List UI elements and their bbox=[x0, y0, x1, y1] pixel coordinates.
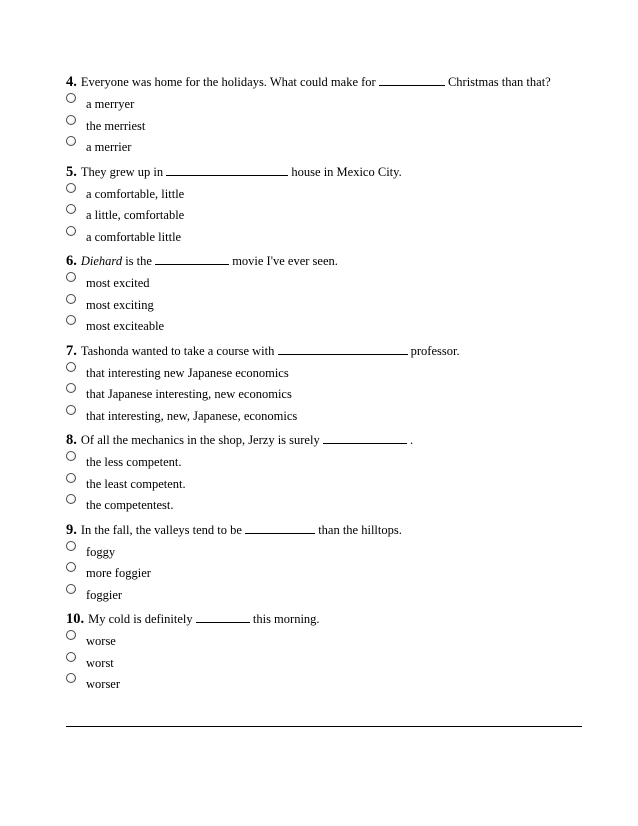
answer-option[interactable] bbox=[66, 223, 582, 245]
radio-button-icon[interactable] bbox=[66, 652, 76, 662]
question-number: 5. bbox=[66, 163, 77, 180]
answer-blank bbox=[245, 522, 315, 534]
radio-button-icon[interactable] bbox=[66, 473, 76, 483]
question-stem-end: . bbox=[409, 433, 414, 447]
question-text bbox=[66, 343, 582, 359]
radio-button-icon[interactable] bbox=[66, 494, 76, 504]
answer-option[interactable] bbox=[66, 470, 582, 492]
answer-option[interactable] bbox=[66, 90, 582, 112]
option-label: a little, comfortable bbox=[86, 208, 185, 222]
question-number: 4. bbox=[66, 74, 77, 90]
option-label: worser bbox=[86, 677, 121, 691]
radio-button-icon[interactable] bbox=[66, 630, 76, 640]
question-text bbox=[66, 522, 582, 538]
option-label: a comfortable, little bbox=[86, 186, 185, 201]
question-stem-end: this morning. bbox=[252, 612, 320, 626]
answer-blank bbox=[196, 611, 250, 623]
answer-blank bbox=[379, 74, 445, 86]
radio-button-icon[interactable] bbox=[66, 115, 76, 125]
radio-button-icon[interactable] bbox=[66, 294, 76, 304]
question-5 bbox=[66, 522, 582, 612]
answer-option[interactable] bbox=[66, 559, 582, 581]
option-label: that Japanese interesting, new economics bbox=[86, 387, 292, 401]
question-stem-end: Christmas than that? bbox=[447, 75, 551, 89]
option-label: that interesting new Japanese economics bbox=[86, 365, 289, 380]
question-text bbox=[66, 164, 582, 180]
question-stem: In the fall, the valleys tend to be bbox=[80, 522, 242, 537]
radio-button-icon[interactable] bbox=[66, 272, 76, 282]
question-stem: is the bbox=[125, 254, 152, 268]
radio-button-icon[interactable] bbox=[66, 451, 76, 461]
answer-blank bbox=[155, 253, 229, 265]
question-3 bbox=[66, 343, 582, 433]
question-stem-end: professor. bbox=[410, 343, 460, 358]
question-number: 7. bbox=[66, 342, 77, 359]
question-stem: Of all the mechanics in the shop, Jerzy is surely bbox=[80, 433, 320, 447]
question-6 bbox=[66, 611, 582, 692]
answer-option[interactable] bbox=[66, 180, 582, 202]
option-label: most excited bbox=[86, 276, 150, 290]
radio-button-icon[interactable] bbox=[66, 673, 76, 683]
radio-button-icon[interactable] bbox=[66, 136, 76, 146]
option-label: worse bbox=[86, 634, 116, 648]
option-label: a merryer bbox=[86, 97, 135, 111]
answer-option[interactable] bbox=[66, 269, 582, 291]
radio-button-icon[interactable] bbox=[66, 562, 76, 572]
answer-option[interactable] bbox=[66, 133, 582, 155]
question-text bbox=[66, 253, 582, 269]
question-stem: Tashonda wanted to take a course with bbox=[80, 343, 275, 358]
question-4 bbox=[66, 432, 582, 522]
bottom-divider bbox=[66, 726, 582, 727]
answer-option[interactable] bbox=[66, 649, 582, 671]
question-title-italic: Diehard bbox=[80, 254, 123, 268]
radio-button-icon[interactable] bbox=[66, 362, 76, 372]
answer-blank bbox=[323, 432, 407, 444]
question-number: 10. bbox=[66, 611, 85, 627]
option-label: most exciting bbox=[86, 297, 154, 312]
option-label: worst bbox=[86, 655, 114, 670]
radio-button-icon[interactable] bbox=[66, 204, 76, 214]
option-label: the less competent. bbox=[86, 455, 182, 469]
answer-blank bbox=[278, 343, 408, 355]
question-stem-end: than the hilltops. bbox=[318, 522, 402, 537]
question-stem-end: movie I've ever seen. bbox=[232, 254, 338, 268]
radio-button-icon[interactable] bbox=[66, 315, 76, 325]
question-text bbox=[66, 74, 582, 90]
radio-button-icon[interactable] bbox=[66, 226, 76, 236]
answer-option[interactable] bbox=[66, 112, 582, 134]
answer-option[interactable] bbox=[66, 448, 582, 470]
question-1 bbox=[66, 164, 582, 254]
quiz-container bbox=[66, 74, 582, 692]
option-label: the merriest bbox=[86, 118, 146, 133]
answer-option[interactable] bbox=[66, 312, 582, 334]
radio-button-icon[interactable] bbox=[66, 383, 76, 393]
question-number: 6. bbox=[66, 253, 77, 269]
question-number: 8. bbox=[66, 432, 77, 448]
question-stem: Everyone was home for the holidays. What could make for bbox=[80, 75, 376, 89]
answer-option[interactable] bbox=[66, 359, 582, 381]
option-label: a merrier bbox=[86, 140, 132, 154]
question-stem-end: house in Mexico City. bbox=[291, 164, 402, 179]
question-2 bbox=[66, 253, 582, 343]
option-label: foggier bbox=[86, 587, 123, 602]
answer-option[interactable] bbox=[66, 291, 582, 313]
answer-blank bbox=[166, 164, 288, 176]
question-stem: My cold is definitely bbox=[88, 612, 193, 626]
radio-button-icon[interactable] bbox=[66, 93, 76, 103]
radio-button-icon[interactable] bbox=[66, 584, 76, 594]
question-text bbox=[66, 432, 582, 448]
option-label: foggy bbox=[86, 544, 116, 559]
option-label: most exciteable bbox=[86, 319, 165, 333]
radio-button-icon[interactable] bbox=[66, 541, 76, 551]
option-label: the least competent. bbox=[86, 476, 186, 491]
option-label: a comfortable little bbox=[86, 229, 182, 244]
question-0 bbox=[66, 74, 582, 164]
answer-option[interactable] bbox=[66, 201, 582, 223]
answer-option[interactable] bbox=[66, 627, 582, 649]
answer-option[interactable] bbox=[66, 402, 582, 424]
question-stem: They grew up in bbox=[80, 164, 164, 179]
radio-button-icon[interactable] bbox=[66, 183, 76, 193]
answer-option[interactable] bbox=[66, 581, 582, 603]
answer-option[interactable] bbox=[66, 670, 582, 692]
option-label: the competentest. bbox=[86, 498, 174, 512]
answer-option[interactable] bbox=[66, 538, 582, 560]
question-text bbox=[66, 611, 582, 627]
radio-button-icon[interactable] bbox=[66, 405, 76, 415]
question-number: 9. bbox=[66, 521, 77, 538]
answer-option[interactable] bbox=[66, 491, 582, 513]
option-label: more foggier bbox=[86, 566, 151, 580]
option-label: that interesting, new, Japanese, economics bbox=[86, 408, 298, 423]
answer-option[interactable] bbox=[66, 380, 582, 402]
